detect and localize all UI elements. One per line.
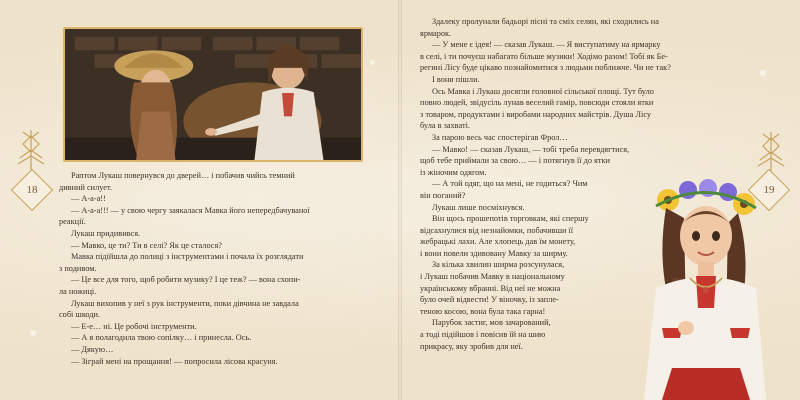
text-line: в селі, і ти почуєш набагато більше музики! Ходімо разом! Тобі як Бе- xyxy=(420,51,668,61)
text-line: — У мене є ідея! — сказав Лукаш. — Я виступатиму на ярмарку xyxy=(432,40,661,50)
text-line: повно людей, звідусіль лунав веселий гамір, повсюди стояли ятки xyxy=(420,98,654,108)
text-line: щоб тебе приймали за свою… — і потягнув її до ятки xyxy=(420,156,610,166)
text-line: Лукаш лише посміхнувся. xyxy=(432,202,525,212)
text-line: Здалеку пролунали бадьорі пісні та сміх селян, які сходились на xyxy=(432,17,659,26)
text-line: — А-а-а!!! — у свою чергу заякалася Мавка його непередбачуваної xyxy=(71,205,310,215)
scene-illustration-image xyxy=(65,29,361,160)
text-line: Лукаш вихопив у неї з рук інструменти, поки дівчина не завдала xyxy=(71,298,299,308)
text-line: Лукаш придивився. xyxy=(71,228,141,238)
text-line: Він щось прошепотів торговкам, які спершу xyxy=(432,214,589,224)
text-line: — Е-е… ні. Це робочі інструменти. xyxy=(71,321,197,331)
girl-character-illustration xyxy=(626,178,776,400)
text-line: — Зіграй мені на прощання! — попросила лісова красуня. xyxy=(71,356,278,366)
text-line: і вони повели здивовану Мавку за ширму. xyxy=(420,248,568,258)
text-line: Парубок застиг, мов зачарований, xyxy=(432,318,551,328)
text-line: собі шкоди. xyxy=(59,310,101,320)
decor-dot xyxy=(30,330,36,336)
decor-dot xyxy=(760,70,766,76)
text-line: було очей відвести! У віночку, із запле- xyxy=(420,295,559,305)
text-line: прикрасу, яку зробив для неї. xyxy=(420,341,523,351)
text-line: — А-а-а!! xyxy=(71,194,106,204)
folk-ornament-icon xyxy=(14,128,48,172)
page-number-left: 18 xyxy=(26,184,38,196)
text-line: регині Лісу буде цікаво познайомитися з людьми поближче. Чи не так? xyxy=(420,63,671,73)
page-number-right: 19 xyxy=(763,184,775,196)
folk-ornament-icon xyxy=(754,130,788,174)
scene-illustration xyxy=(63,27,363,162)
text-line: дивний силует. xyxy=(59,182,113,192)
text-line: За кілька хвилин ширма розсунулася, xyxy=(432,260,565,270)
text-line: Раптом Лукаш повернувся до дверей… і побачив чийсь темний xyxy=(71,171,295,180)
text-line: — Це все для того, щоб робити музику? І це теж? — вона схопи- xyxy=(71,275,301,285)
text-line: — А я полагодила твою сопілку… і принесла. Ось. xyxy=(71,333,252,343)
text-line: І вони пішли. xyxy=(432,74,480,84)
text-line: — Мавко! — сказав Лукаш, — тобі треба перевдягтися, xyxy=(432,144,630,154)
text-line: Мавка підійшла до полиці з інструментами і почала їх розглядати xyxy=(71,252,304,262)
left-page-text xyxy=(59,170,371,367)
book-gutter xyxy=(398,0,402,400)
text-line: з подивом. xyxy=(59,263,97,273)
text-line: ярмарок. xyxy=(420,28,452,38)
text-line: реакції. xyxy=(59,217,86,227)
text-line: — А той одяг, що на мені, не годиться? Чим xyxy=(432,179,588,189)
text-line: з товаром, продуктами і виробами народних майстрів. Душа Лісу xyxy=(420,109,652,119)
text-line: а тоді підійшов і повісив їй на шию xyxy=(420,330,546,340)
text-line: українському вбранні. Від неї не можна xyxy=(420,283,561,293)
text-line: відсахнулися від незнайомки, побачивши її xyxy=(420,225,574,235)
text-line: — Мавко, це ти? Ти в селі? Як це сталося? xyxy=(71,240,222,250)
text-line: він поганий? xyxy=(420,190,466,200)
text-line: — Дякую… xyxy=(71,344,114,354)
text-line: була в захваті. xyxy=(420,121,470,131)
text-line: теною косою, вона була така гарна! xyxy=(420,306,546,316)
text-line: Ось Мавка і Лукаш досягли головної сільської площі. Тут було xyxy=(432,86,654,96)
text-line: і Лукаш побачив Мавку в національному xyxy=(420,272,565,282)
decor-dot xyxy=(370,60,375,65)
text-line: ла ножиці. xyxy=(59,286,97,296)
text-line: жебрацькі лахи. Але хлопець дав їм монету, xyxy=(420,237,576,247)
text-line: із жіночим одягом. xyxy=(420,167,487,177)
text-line: За парою весь час спостерігав Фрол… xyxy=(432,132,568,142)
